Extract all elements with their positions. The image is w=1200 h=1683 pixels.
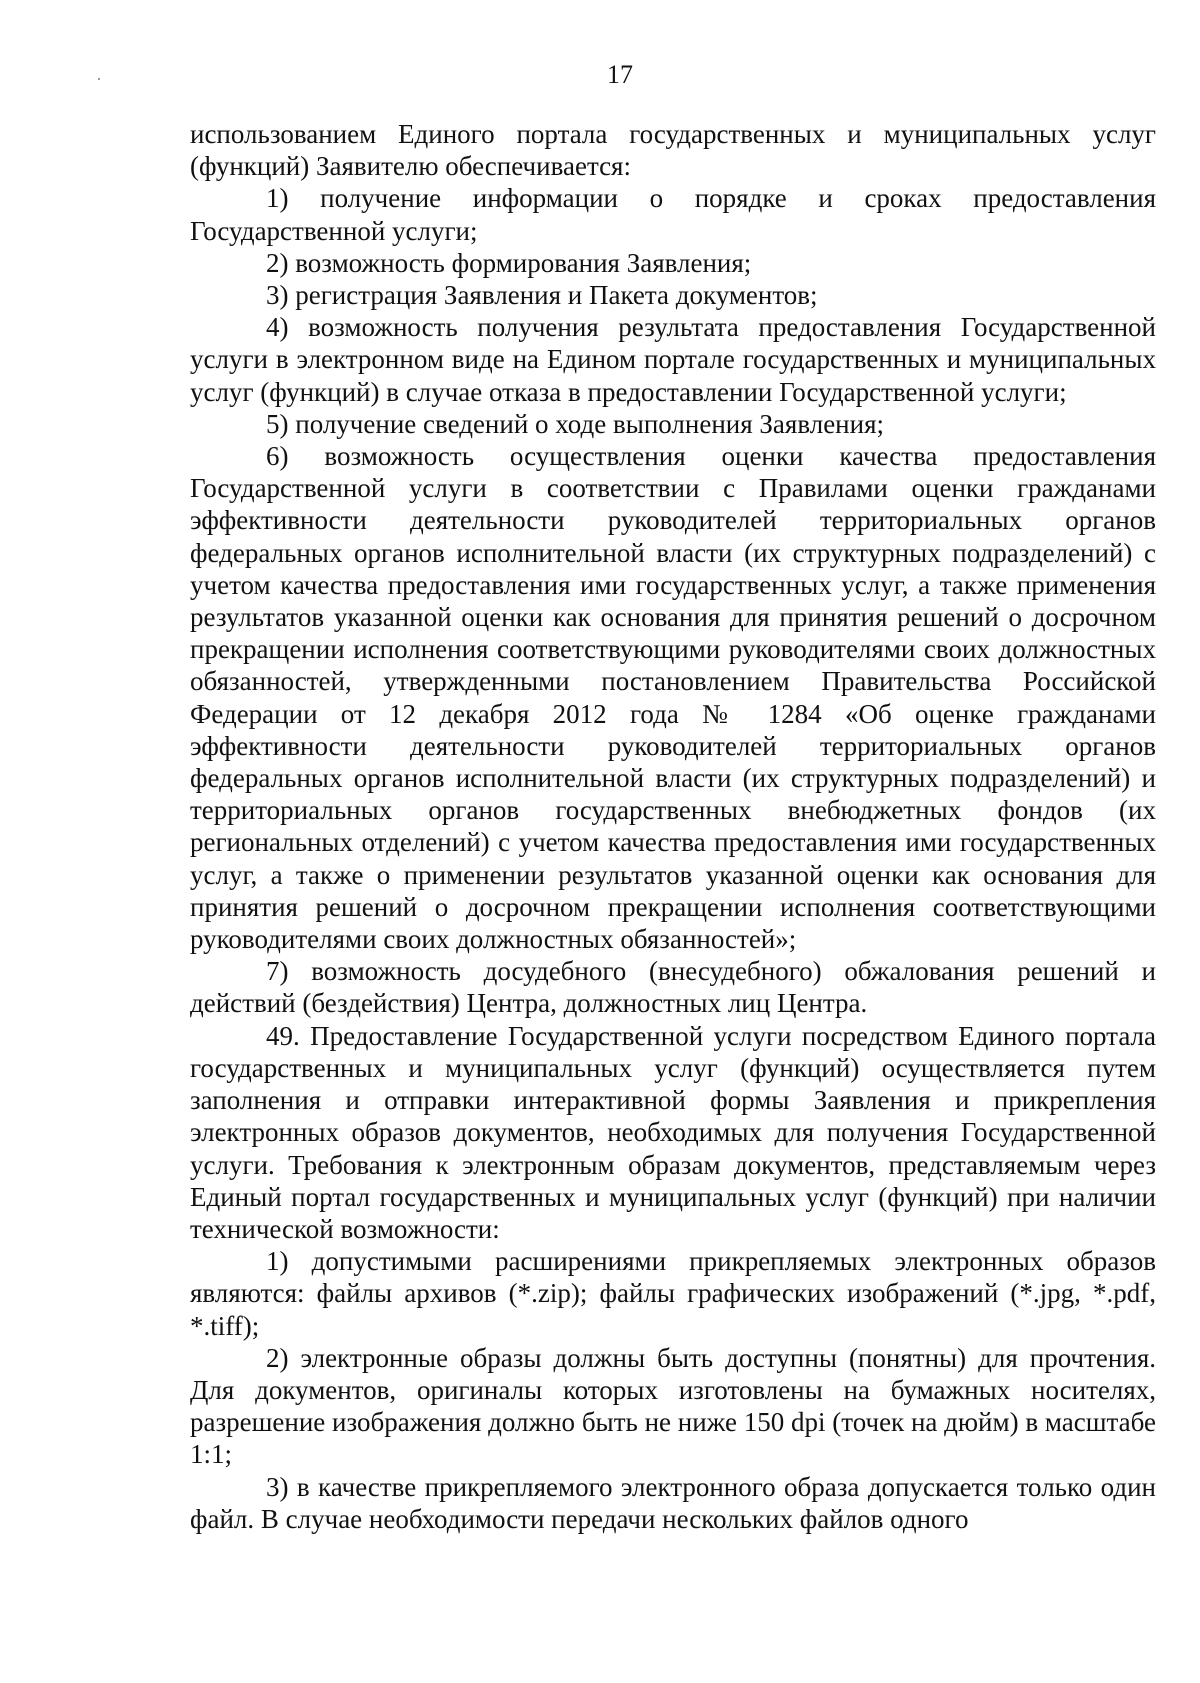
- list-item-2-form-application: 2) возможность формирования Заявления;: [266, 247, 752, 278]
- paragraph-49: 49. Предоставление Государственной услуги посредством Единого портала государственных и муниципальных услуг (функций) осуществляется путем заполнения и отправки интерактивной формы Заявления и прикрепления электронных образов документов, необходимых для получения Государственной услуги. Требования к электронным образам документов, представляемым через Единый портал государственных и муниципальных услуг (функций) при наличии технической возможности:: [190, 1020, 1156, 1244]
- list-item-3-registration: 3) регистрация Заявления и Пакета документов;: [266, 280, 818, 311]
- list-item-1-information: 1) получение информации о порядке и сроках предоставления Государственной услуги;: [190, 183, 1156, 246]
- requirement-3-single-file: 3) в качестве прикрепляемого электронного образа допускается только один файл. В случае необходимости передачи нескольких файлов одного: [190, 1471, 1156, 1534]
- list-item-5-status-info: 5) получение сведений о ходе выполнения Заявления;: [266, 408, 884, 439]
- requirement-2-readability: 2) электронные образы должны быть доступны (понятны) для прочтения. Для документов, оригиналы которых изготовлены на бумажных носителях, разрешение изображения должно быть не ниже 150 dpi (точек на дюйм) в масштабе 1:1;: [190, 1342, 1156, 1470]
- document-body: [190, 118, 1156, 1535]
- list-item-7-appeal: 7) возможность досудебного (внесудебного) обжалования решений и действий (бездействия) Центра, должностных лиц Центра.: [190, 956, 1156, 1019]
- paragraph-portal-intro: использованием Единого портала государственных и муниципальных услуг (функций) Заявителю обеспечивается:: [190, 119, 1156, 182]
- requirement-1-extensions: 1) допустимыми расширениями прикрепляемых электронных образов являются: файлы архивов (*.zip); файлы графических изображений (*.jpg, *.pdf, *.tiff);: [190, 1246, 1156, 1341]
- page-number: 17: [607, 60, 633, 89]
- list-item-4-electronic-result: 4) возможность получения результата предоставления Государственной услуги в электронном виде на Едином портале государственных и муниципальных услуг (функций) в случае отказа в предоставлении Государственной услуги;: [190, 312, 1156, 407]
- list-item-6-quality-assessment: 6) возможность осуществления оценки качества предоставления Государственной услуги в соответствии с Правилами оценки гражданами эффективности деятельности руководителей территориальных органов федеральных органов исполнительной власти (их структурных подразделений) с учетом качества предоставления ими государственных услуг, а также применения результатов указанной оценки как основания для принятия решений о досрочном прекращении исполнения соответствующими руководителями своих должностных обязанностей, утвержденными постановлением Правительства Российской Федерации от 12 декабря 2012 года № 1284 «Об оценке гражданами эффективности деятельности руководителей территориальных органов федеральных органов исполнительной власти (их структурных подразделений) и территориальных органов государственных внебюджетных фондов (их региональных отделений) с учетом качества предоставления ими государственных услуг, а также о применении результатов указанной оценки как основания для принятия решений о досрочном прекращении исполнения соответствующими руководителями своих должностных обязанностей»;: [190, 441, 1156, 955]
